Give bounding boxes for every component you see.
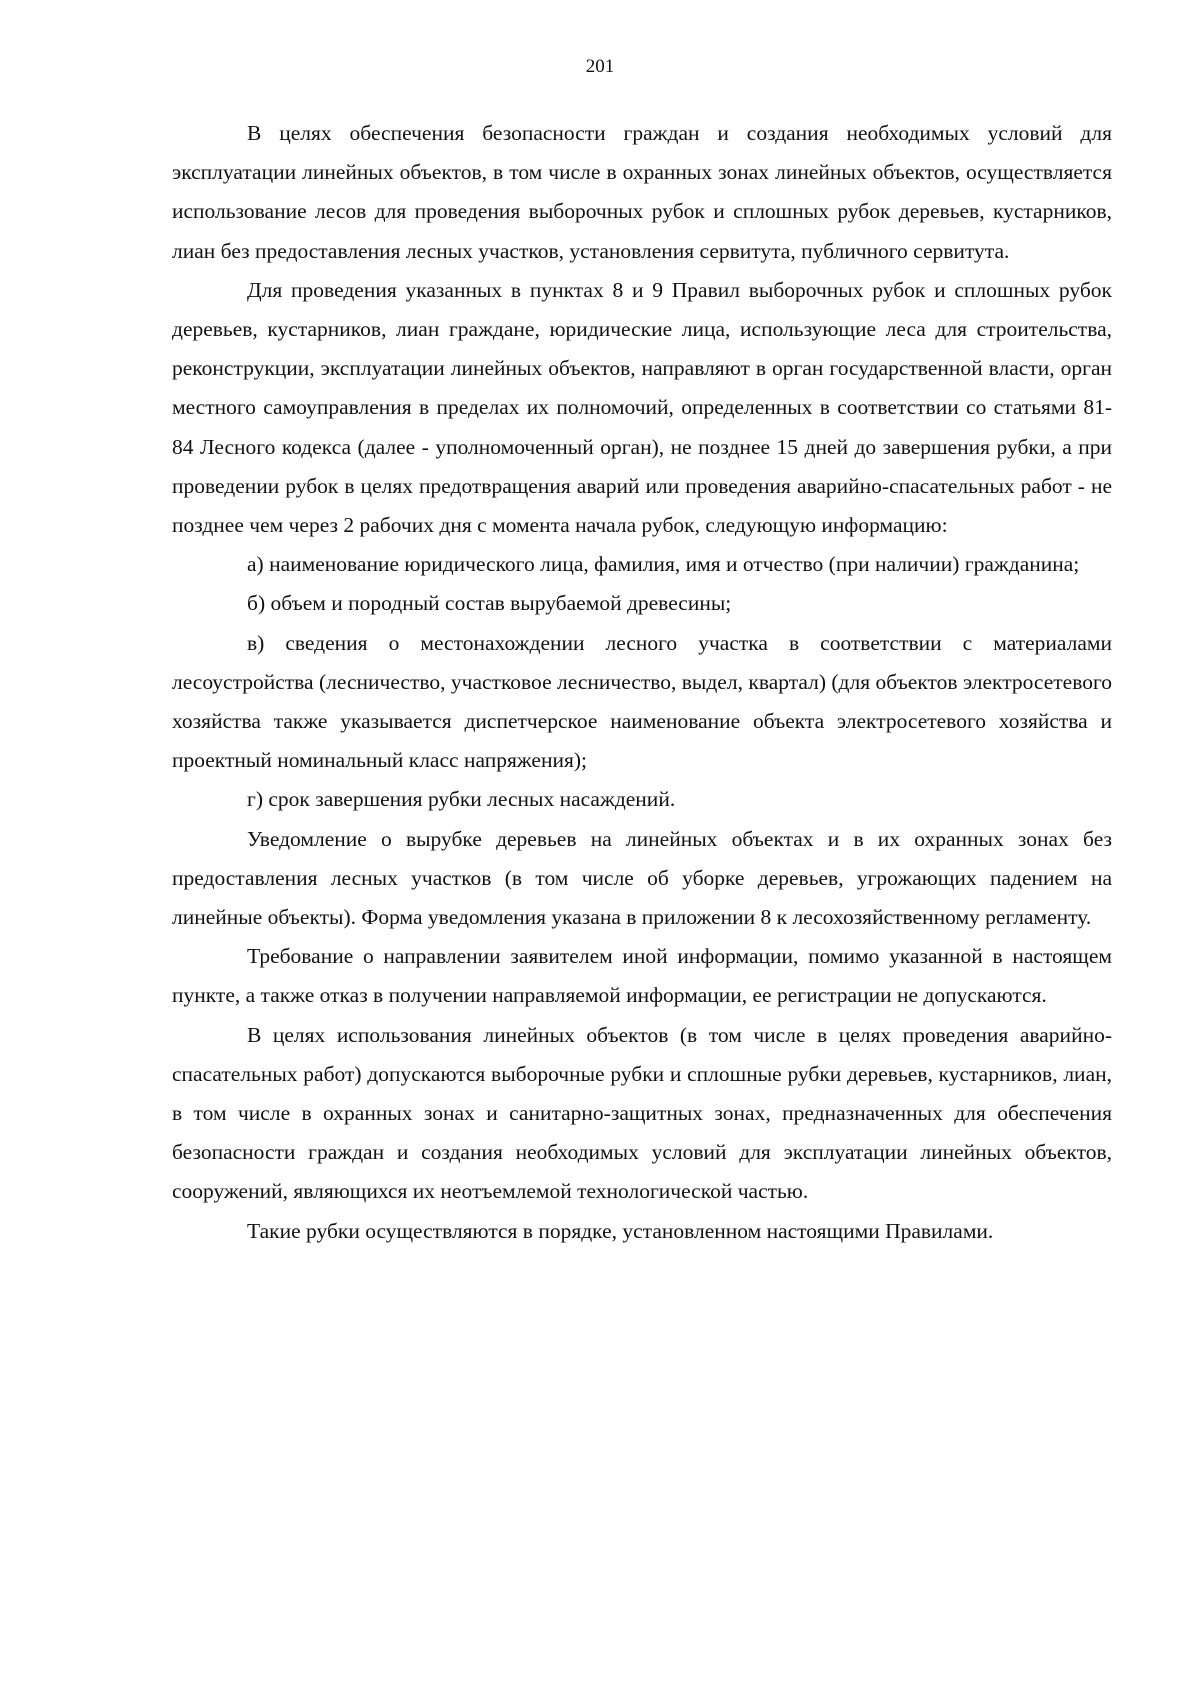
body-text bbox=[172, 114, 1112, 1251]
list-item-a-applicant-name: а) наименование юридического лица, фамилия, имя и отчество (при наличии) гражданина; bbox=[247, 552, 1080, 577]
page-number: 201 bbox=[585, 56, 615, 77]
paragraph-extra-info-prohibited: Требование о направлении заявителем иной информации, помимо указанной в настоящем пункте, а также отказ в получении направляемой информации, ее регистрации не допускаются. bbox=[172, 944, 1112, 1008]
list-item-d-completion-date: г) срок завершения рубки лесных насаждений. bbox=[247, 787, 676, 812]
list-item-c-plot-location: в) сведения о местонахождении лесного участка в соответствии с материалами лесоустройства (лесничество, участковое лесничество, выдел, квартал) (для объектов электросетевого хозяйства также указывается диспетчерское наименование объекта электросетевого хозяйства и проектный номинальный класс напряжения); bbox=[172, 630, 1112, 773]
paragraph-notification-procedure: Для проведения указанных в пунктах 8 и 9 Правил выборочных рубок и сплошных рубок деревьев, кустарников, лиан граждане, юридические лица, использующие леса для строительства, реконструкции, эксплуатации линейных объектов, направляют в орган государственной власти, орган местного самоуправления в пределах их полномочий, определенных в соответствии со статьями 81-84 Лесного кодекса (далее - уполномоченный орган), не позднее 15 дней до завершения рубки, а при проведении рубок в целях предотвращения аварий или проведения аварийно-спасательных работ - не позднее чем через 2 рабочих дня с момента начала рубок, следующую информацию: bbox=[172, 277, 1112, 538]
paragraph-cutting-notice-form: Уведомление о вырубке деревьев на линейных объектах и в их охранных зонах без предоставления лесных участков (в том числе об уборке деревьев, угрожающих падением на линейные объекты). Форма уведомления указана в приложении 8 к лесохозяйственному регламенту. bbox=[172, 826, 1112, 930]
paragraph-permitted-cuttings: В целях использования линейных объектов (в том числе в целях проведения аварийно-спасательных работ) допускаются выборочные рубки и сплошные рубки деревьев, кустарников, лиан, в том числе в охранных зонах и санитарно-защитных зонах, предназначенных для обеспечения безопасности граждан и создания необходимых условий для эксплуатации линейных объектов, сооружений, являющихся их неотъемлемой технологической частью. bbox=[172, 1022, 1112, 1204]
paragraph-linear-objects-safety: В целях обеспечения безопасности граждан и создания необходимых условий для эксплуатации линейных объектов, в том числе в охранных зонах линейных объектов, осуществляется использование лесов для проведения выборочных рубок и сплошных рубок деревьев, кустарников, лиан без предоставления лесных участков, установления сервитута, публичного сервитута. bbox=[172, 121, 1112, 263]
paragraph-procedure-reference: Такие рубки осуществляются в порядке, установленном настоящими Правилами. bbox=[247, 1218, 994, 1243]
list-item-b-timber-volume: б) объем и породный состав вырубаемой древесины; bbox=[247, 591, 732, 616]
